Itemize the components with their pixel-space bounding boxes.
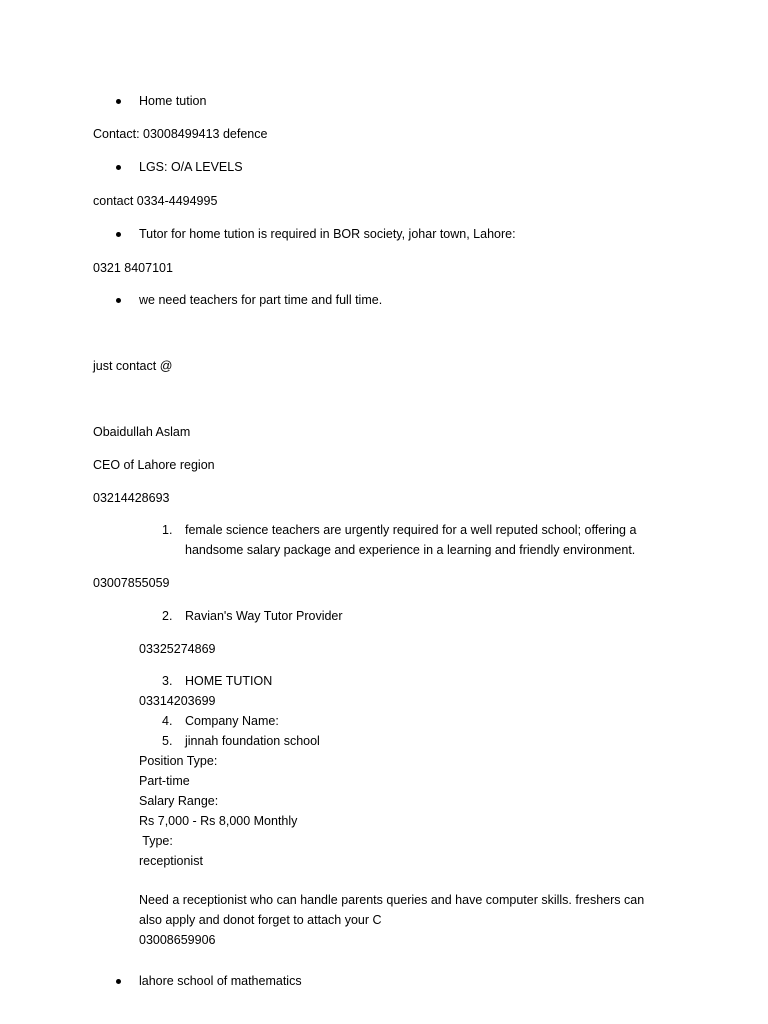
bullet-icon: [116, 99, 121, 104]
numbered-item-1-line1: female science teachers are urgently required for a well reputed school; offering a: [185, 523, 637, 537]
receptionist-description-line1: Need a receptionist who can handle parents queries and have computer skills. freshers can: [139, 893, 645, 907]
phone-line: 03008659906: [139, 933, 216, 947]
phone-line: 0321 8407101: [93, 261, 173, 275]
bullet-item-tutor: Tutor for home tution is required in BOR society, johar town, Lahore:: [139, 227, 516, 241]
list-number: 1.: [162, 523, 173, 537]
numbered-item-5: jinnah foundation school: [185, 734, 320, 748]
type-label: Type:: [139, 834, 173, 848]
salary-range-label: Salary Range:: [139, 794, 219, 808]
numbered-item-1-line2: handsome salary package and experience in a learning and friendly environment.: [185, 543, 636, 557]
just-contact-text: just contact @: [93, 359, 173, 373]
bullet-item-teachers: we need teachers for part time and full time.: [139, 293, 383, 307]
contact-line: Contact: 03008499413 defence: [93, 127, 268, 141]
receptionist-description-line2: also apply and donot forget to attach your C: [139, 913, 382, 927]
phone-line: 03325274869: [139, 642, 216, 656]
bullet-icon: [116, 298, 121, 303]
bullet-item-lahore-school: lahore school of mathematics: [139, 974, 302, 988]
numbered-item-2: Ravian's Way Tutor Provider: [185, 609, 343, 623]
contact-role: CEO of Lahore region: [93, 458, 215, 472]
position-type-value: Part-time: [139, 774, 190, 788]
contact-line: contact 0334-4494995: [93, 194, 218, 208]
position-type-label: Position Type:: [139, 754, 218, 768]
list-number: 3.: [162, 674, 173, 688]
phone-line: 03214428693: [93, 491, 170, 505]
phone-line: 03007855059: [93, 576, 170, 590]
phone-line: 03314203699: [139, 694, 216, 708]
list-number: 4.: [162, 714, 173, 728]
bullet-item-home-tution: Home tution: [139, 94, 207, 108]
type-value: receptionist: [139, 854, 203, 868]
salary-range-value: Rs 7,000 - Rs 8,000 Monthly: [139, 814, 298, 828]
numbered-item-4: Company Name:: [185, 714, 279, 728]
bullet-item-lgs: LGS: O/A LEVELS: [139, 160, 243, 174]
list-number: 2.: [162, 609, 173, 623]
contact-name: Obaidullah Aslam: [93, 425, 191, 439]
bullet-icon: [116, 165, 121, 170]
bullet-icon: [116, 232, 121, 237]
numbered-item-3: HOME TUTION: [185, 674, 273, 688]
list-number: 5.: [162, 734, 173, 748]
bullet-icon: [116, 979, 121, 984]
